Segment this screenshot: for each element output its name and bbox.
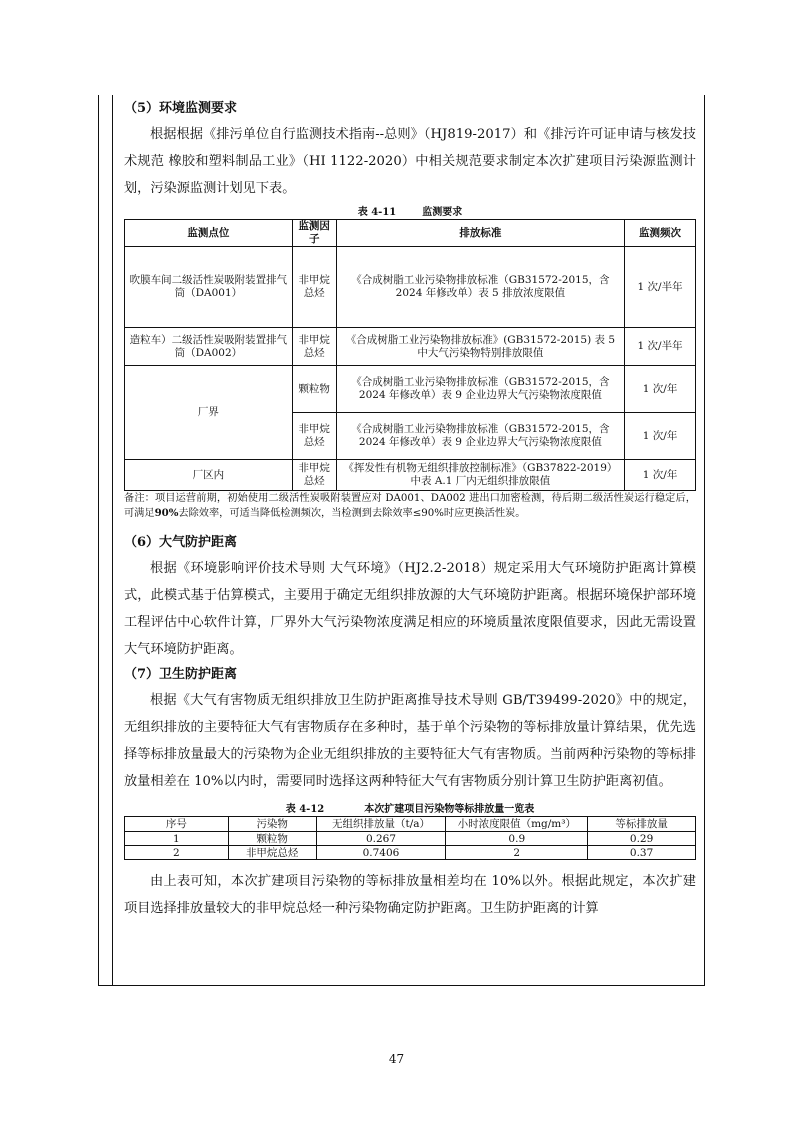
cell-standard: 《合成树脂工业污染物排放标准（GB31572-2015，含 2024 年修改单）表 5 排放浓度限值 (336, 247, 624, 328)
table-row (125, 366, 696, 413)
section-5-heading: （5）环境监测要求 (124, 101, 238, 116)
cell-index: 2 (125, 846, 229, 860)
header-point: 监测点位 (125, 220, 293, 247)
cell-index: 1 (125, 832, 229, 846)
table-row (125, 328, 696, 366)
table-4-12-number: 表 4-12 (285, 804, 325, 815)
table-header-row (125, 817, 696, 832)
cell-factor: 非甲烷总烃 (292, 328, 336, 366)
header-equivalent: 等标排放量 (588, 817, 696, 832)
header-emission: 无组织排放量（t/a） (316, 817, 446, 832)
page-number: 47 (388, 1052, 405, 1066)
header-pollutant: 污染物 (228, 817, 316, 832)
page-content (124, 97, 696, 922)
cell-equivalent: 0.29 (588, 832, 696, 846)
cell-point: 厂区内 (125, 460, 293, 491)
cell-frequency: 1 次/年 (625, 366, 696, 413)
header-index: 序号 (125, 817, 229, 832)
left-column-border (112, 95, 113, 986)
monitoring-table (124, 219, 696, 491)
cell-pollutant: 非甲烷总烃 (228, 846, 316, 860)
section-7-heading: （7）卫生防护距离 (124, 667, 238, 682)
table-note (124, 492, 696, 521)
cell-standard: 《合成树脂工业污染物排放标准（GB31572-2015，含 2024 年修改单）表 9 企业边界大气污染物浓度限值 (336, 413, 624, 460)
cell-pollutant: 颗粒物 (228, 832, 316, 846)
header-standard: 排放标准 (336, 220, 624, 247)
cell-frequency: 1 次/年 (625, 460, 696, 491)
cell-point: 吹膜车间二级活性炭吸附装置排气筒（DA001） (125, 247, 293, 328)
cell-factor: 颗粒物 (292, 366, 336, 413)
table-row (125, 846, 696, 860)
final-paragraph: 由上表可知，本次扩建项目污染物的等标排放量相差均在 10%以外。根据此规定，本次扩建项目选择排放量较大的非甲烷总烃一种污染物确定防护距离。卫生防护距离的计算 (124, 874, 696, 916)
cell-frequency: 1 次/半年 (625, 247, 696, 328)
cell-emission: 0.267 (316, 832, 446, 846)
cell-point: 厂界 (125, 366, 293, 460)
cell-standard: 《合成树脂工业污染物排放标准》(GB31572-2015) 表 5 中大气污染物特别排放限值 (336, 328, 624, 366)
cell-factor: 非甲烷总烃 (292, 247, 336, 328)
cell-point: 造粒车）二级活性炭吸附装置排气筒（DA002） (125, 328, 293, 366)
note-text-end: 去除效率，可适当降低检测频次，当检测到去除效率≤90%时应更换活性炭。 (178, 508, 526, 519)
section-6-heading: （6）大气防护距离 (124, 535, 238, 550)
header-frequency: 监测频次 (625, 220, 696, 247)
emission-table (124, 816, 696, 860)
cell-frequency: 1 次/年 (625, 413, 696, 460)
cell-standard: 《挥发性有机物无组织排放控制标准》（GB37822-2019）中表 A.1 厂内无组织排放限值 (336, 460, 624, 491)
table-4-12-title: 本次扩建项目污染物等标排放量一览表 (364, 804, 535, 815)
table-row (125, 460, 696, 491)
table-4-11-title: 监测要求 (422, 207, 463, 218)
header-limit: 小时浓度限值（mg/m³） (446, 817, 588, 832)
cell-equivalent: 0.37 (588, 846, 696, 860)
table-header-row (125, 220, 696, 247)
cell-limit: 0.9 (446, 832, 588, 846)
table-4-11-number: 表 4-11 (357, 207, 397, 218)
table-row (125, 247, 696, 328)
section-5-paragraph: 根据根据《排污单位自行监测技术指南--总则》（HJ819-2017）和《排污许可证申请与核发技术规范 橡胶和塑料制品工业》（HI 1122-2020）中相关规范要求制定本次扩建项目污染源监测计划，污染源监测计划见下表。 (124, 127, 696, 196)
cell-factor: 非甲烷总烃 (292, 460, 336, 491)
cell-factor: 非甲烷总烃 (292, 413, 336, 460)
note-bold: 90% (154, 507, 179, 519)
cell-standard: 《合成树脂工业污染物排放标准（GB31572-2015，含 2024 年修改单）表 9 企业边界大气污染物浓度限值 (336, 366, 624, 413)
section-6-paragraph: 根据《环境影响评价技术导则 大气环境》（HJ2.2-2018）规定采用大气环境防护距离计算模式，此模式基于估算模式，主要用于确定无组织排放源的大气环境防护距离。根据环境保护部环境工程评估中心软件计算，厂界外大气污染物浓度满足相应的环境质量浓度限值要求，因此无需设置大气环境防护距离。 (124, 561, 696, 657)
header-factor: 监测因子 (292, 220, 336, 247)
table-4-12-caption (124, 803, 696, 816)
section-7-paragraph: 根据《大气有害物质无组织排放卫生防护距离推导技术导则 GB/T39499-2020》中的规定，无组织排放的主要特征大气有害物质存在多种时，基于单个污染物的等标排放量计算结果，优先选择等标排放量最大的污染物为企业无组织排放的主要特征大气有害物质。当前两种污染物的等标排放量相差在 10%以内时，需要同时选择这两种特征大气有害物质分别计算卫生防护距离初值。 (124, 693, 696, 789)
note-text: 备注：项目运营前期，初始使用二级活性炭吸附装置应对 DA001、DA002 进出口加密检测，待后期二级活性炭运行稳定后，可满足 (124, 493, 696, 519)
cell-limit: 2 (446, 846, 588, 860)
cell-emission: 0.7406 (316, 846, 446, 860)
table-4-11-caption (124, 206, 696, 219)
cell-frequency: 1 次/半年 (625, 328, 696, 366)
table-row (125, 832, 696, 846)
